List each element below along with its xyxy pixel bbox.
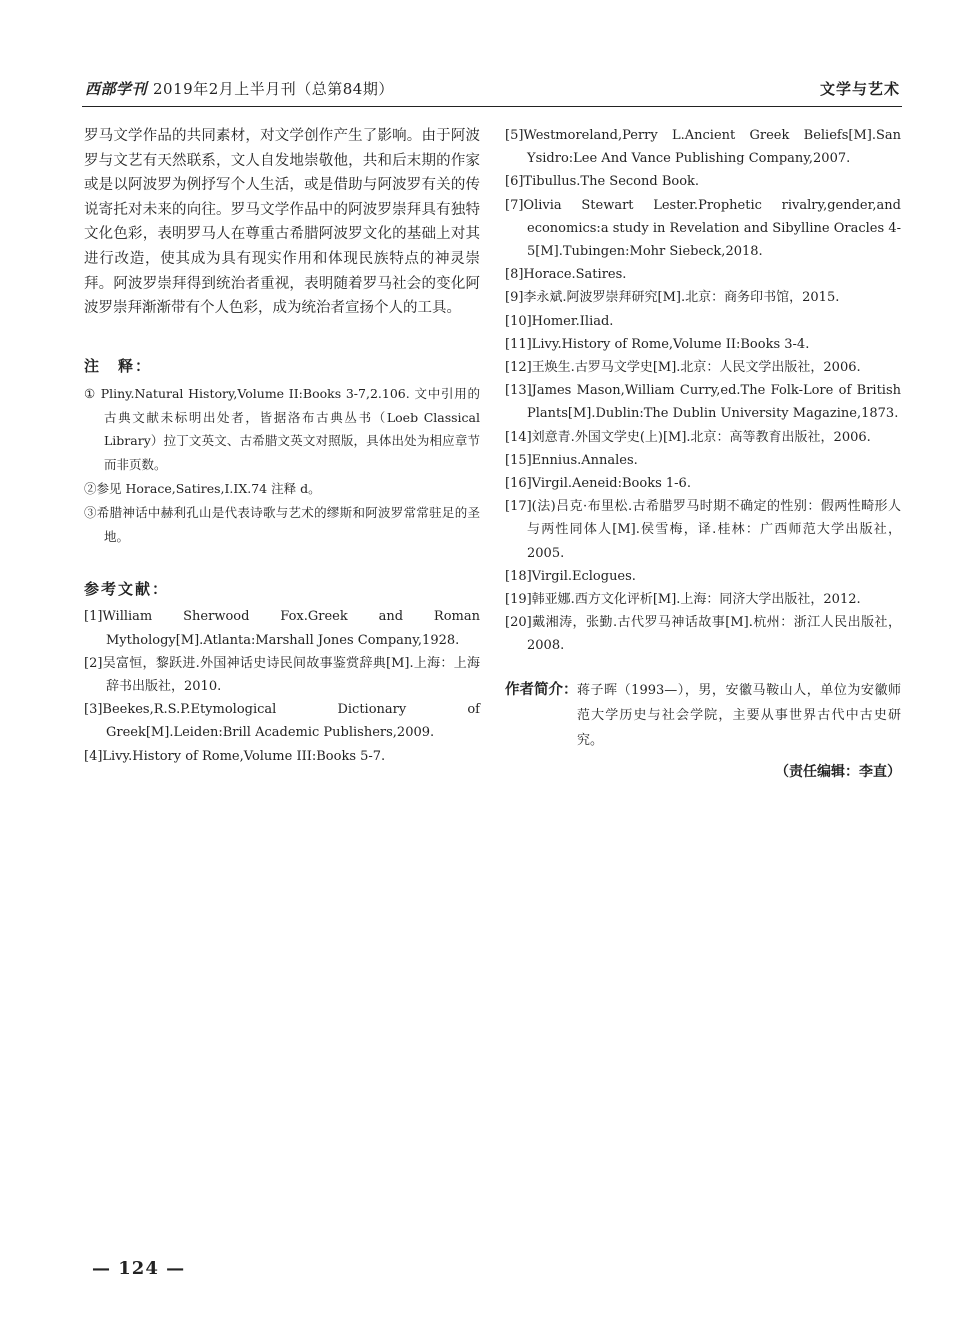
reference-item: [12]王焕生.古罗马文学史[M].北京：人民文学出版社，2006. — [505, 360, 861, 376]
reference-item: [2]吴富恒，黎跃进.外国神话史诗民间故事鉴赏辞典[M].上海：上海辞书出版社，2010. — [84, 655, 480, 694]
reference-item: [14]刘意青.外国文学史(上)[M].北京：高等教育出版社，2006. — [505, 429, 871, 445]
note-item: ②参见 Horace,Satires,I.IX.74 注释 d。 — [84, 480, 321, 496]
reference-item: [19]韩亚娜.西方文化评析[M].上海：同济大学出版社，2012. — [505, 592, 861, 608]
note-item: ③希腊神话中赫利孔山是代表诗歌与艺术的缪斯和阿波罗常常驻足的圣地。 — [84, 504, 480, 544]
issue-info: 2019年2月上半月刊（总第84期） — [153, 80, 394, 98]
notes-title: 注 释： — [84, 356, 153, 375]
references-title: 参考文献： — [84, 580, 170, 599]
reference-item: [11]Livy.History of Rome,Volume II:Books 3-4. — [505, 336, 810, 352]
reference-item: [9]李永斌.阿波罗崇拜研究[M].北京：商务印书馆，2015. — [505, 290, 840, 306]
author-text: 蒋子晖（1993—），男，安徽马鞍山人，单位为安徽师范大学历史与社会学院，主要从事世界古代中古史研究。 — [577, 682, 901, 748]
reference-item: [6]Tibullus.The Second Book. — [505, 174, 700, 190]
reference-item: [8]Horace.Satires. — [505, 267, 627, 283]
author-label: 作者简介： — [505, 681, 578, 698]
left-column — [84, 124, 480, 768]
reference-item: [13]James Mason,William Curry,ed.The Folk-Lore of British Plants[M].Dublin:The Dublin University Magazine,1873. — [505, 383, 901, 422]
author-bio — [505, 678, 901, 753]
page-number: — 124 — — [92, 1258, 186, 1279]
reference-item: [15]Ennius.Annales. — [505, 452, 638, 468]
reference-item: [1]William Sherwood Fox.Greek and Roman Mythology[M].Atlanta:Marshall Jones Company,1928. — [84, 609, 480, 648]
header-journal-info — [85, 78, 394, 99]
page-header — [85, 78, 900, 102]
references-list-right — [505, 124, 901, 658]
responsible-editor: （责任编辑：李直） — [775, 763, 901, 780]
reference-item: [7]Olivia Stewart Lester.Prophetic rivalry,gender,and economics:a study in Revelation and Sibylline Oracles 4-5[M].Tubingen:Mohr Siebeck,2018. — [505, 197, 901, 260]
body-paragraph: 罗马文学作品的共同素材，对文学创作产生了影响。由于阿波罗与文艺有天然联系，文人自发地崇敬他，共和后末期的作家或是以阿波罗为例抒写个人生活，或是借助与阿波罗有关的传说寄托对未来的向往。罗马文学作品中的阿波罗崇拜具有独特文化色彩，表明罗马人在尊重古希腊阿波罗文化的基础上对其进行改造，使其成为具有现实作用和体现民族特点的神灵崇拜。阿波罗崇拜得到统治者重视，表明随着罗马社会的变化阿波罗崇拜渐渐带有个人色彩，成为统治者宣扬个人的工具。 — [84, 128, 480, 317]
section-name: 文学与艺术 — [819, 80, 900, 98]
right-column — [505, 124, 901, 781]
reference-item: [16]Virgil.Aeneid:Books 1-6. — [505, 476, 691, 492]
reference-item: [4]Livy.History of Rome,Volume III:Books 5-7. — [84, 748, 386, 764]
note-item: ① Pliny.Natural History,Volume II:Books 3-7,2.106. 文中引用的古典文献未标明出处者，皆据洛布古典丛书（Loeb Classical Library）拉丁文英文、古希腊文英文对照版，具体出处为相应章节而非页数。 — [84, 385, 480, 473]
references-list-left — [84, 605, 480, 767]
reference-item: [17](法)吕克·布里松.古希腊罗马时期不确定的性别：假两性畸形人与两性同体人[M].侯雪梅，译.桂林：广西师范大学出版社，2005. — [505, 499, 901, 561]
header-rule — [82, 106, 902, 107]
reference-item: [18]Virgil.Eclogues. — [505, 568, 636, 584]
journal-name: 西部学刊 — [85, 80, 148, 98]
reference-item: [20]戴湘涛，张勤.古代罗马神话故事[M].杭州：浙江人民出版社，2008. — [505, 615, 901, 654]
reference-item: [5]Westmoreland,Perry L.Ancient Greek Beliefs[M].San Ysidro:Lee And Vance Publishing Company,2007. — [505, 128, 901, 167]
notes-list — [84, 382, 480, 549]
reference-item: [10]Homer.Iliad. — [505, 313, 614, 329]
reference-item: [3]Beekes,R.S.P.Etymological Dictionary of Greek[M].Leiden:Brill Academic Publishers,2009. — [84, 702, 480, 741]
